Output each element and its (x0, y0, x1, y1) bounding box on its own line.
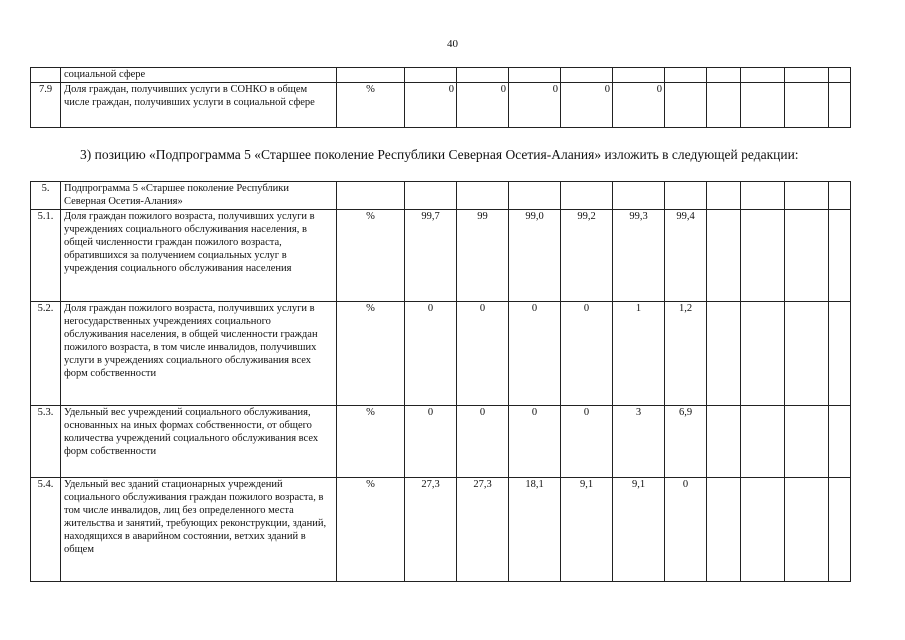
row-number: 5. (31, 182, 61, 210)
value-cell: 0 (509, 83, 561, 128)
value-cell: 1 (613, 302, 665, 406)
table-row (31, 210, 851, 302)
value-cell: 99 (457, 210, 509, 302)
value-cell: 0 (405, 302, 457, 406)
value-cell (741, 406, 785, 478)
value-cell (405, 68, 457, 83)
unit-cell (337, 68, 405, 83)
value-cell: 0 (509, 406, 561, 478)
value-cell (707, 210, 741, 302)
value-cell (785, 68, 829, 83)
value-cell (405, 182, 457, 210)
indicators-table-part1 (30, 67, 851, 128)
value-cell (707, 83, 741, 128)
row-number (31, 68, 61, 83)
value-cell (829, 68, 851, 83)
value-cell (785, 302, 829, 406)
table-row (31, 302, 851, 406)
value-cell: 9,1 (561, 478, 613, 582)
indicator-name: Удельный вес зданий стационарных учреждений социального обслуживания граждан пожилого возраста, в том числе инвалидов, лиц без определенного места жительства и занятий, требующих реконструкции, зданий, находящихся в аварийном состоянии, ветхих зданий в общем (61, 478, 337, 582)
value-cell (613, 68, 665, 83)
indicator-name: Удельный вес учреждений социального обслуживания, основанных на иных формах собственности, от общего количества учреждений социального обслуживания всех форм собственности (61, 406, 337, 478)
value-cell: 0 (405, 406, 457, 478)
value-cell (785, 478, 829, 582)
value-cell: 0 (457, 83, 509, 128)
value-cell: 99,0 (509, 210, 561, 302)
indicators-table-subprogram5 (30, 181, 851, 582)
value-cell (665, 83, 707, 128)
value-cell: 99,2 (561, 210, 613, 302)
value-cell: 27,3 (405, 478, 457, 582)
value-cell (785, 83, 829, 128)
table-row (31, 406, 851, 478)
value-cell: 0 (561, 302, 613, 406)
value-cell: 27,3 (457, 478, 509, 582)
value-cell (665, 182, 707, 210)
value-cell: 0 (405, 83, 457, 128)
value-cell: 0 (613, 83, 665, 128)
value-cell (741, 182, 785, 210)
row-number: 5.3. (31, 406, 61, 478)
value-cell (707, 406, 741, 478)
value-cell (741, 210, 785, 302)
value-cell (741, 68, 785, 83)
unit-cell: % (337, 83, 405, 128)
value-cell: 18,1 (509, 478, 561, 582)
value-cell (785, 182, 829, 210)
indicator-name: Доля граждан, получивших услуги в СОНКО в общем числе граждан, получивших услуги в социальной сфере (61, 83, 337, 128)
table-row (31, 182, 851, 210)
value-cell (829, 83, 851, 128)
value-cell: 0 (509, 302, 561, 406)
page-number: 40 (447, 38, 458, 50)
value-cell: 99,4 (665, 210, 707, 302)
value-cell (741, 83, 785, 128)
value-cell (785, 406, 829, 478)
indicator-name: Доля граждан пожилого возраста, получивших услуги в негосударственных учреждениях социального обслуживания населения, в общей численности граждан пожилого возраста, в том числе инвалидов, получивших услуги в учреждениях социального обслуживания всех форм собственности (61, 302, 337, 406)
value-cell: 0 (457, 302, 509, 406)
value-cell (829, 302, 851, 406)
value-cell (707, 302, 741, 406)
row-number: 5.2. (31, 302, 61, 406)
value-cell (829, 182, 851, 210)
unit-cell: % (337, 210, 405, 302)
value-cell (509, 182, 561, 210)
row-number: 5.4. (31, 478, 61, 582)
value-cell: 99,3 (613, 210, 665, 302)
value-cell (457, 68, 509, 83)
value-cell: 0 (665, 478, 707, 582)
value-cell (561, 68, 613, 83)
table-row (31, 83, 851, 128)
value-cell (613, 182, 665, 210)
value-cell (707, 68, 741, 83)
value-cell (829, 478, 851, 582)
value-cell (829, 406, 851, 478)
table-row (31, 68, 851, 83)
value-cell: 6,9 (665, 406, 707, 478)
value-cell: 0 (457, 406, 509, 478)
unit-cell: % (337, 478, 405, 582)
value-cell: 99,7 (405, 210, 457, 302)
value-cell (741, 302, 785, 406)
indicator-name: социальной сфере (61, 68, 337, 83)
section-heading: 3) позицию «Подпрограмма 5 «Старшее поколение Республики Северная Осетия-Алания» изложить в следующей редакции: (80, 147, 799, 162)
row-number: 5.1. (31, 210, 61, 302)
value-cell (741, 478, 785, 582)
value-cell: 3 (613, 406, 665, 478)
indicator-name: Доля граждан пожилого возраста, получивших услуги в учреждениях социального обслуживания населения, в общей численности граждан пожилого возраста, обратившихся за получением социальных услуг в учреждения социального обслуживания населения (61, 210, 337, 302)
table-row (31, 478, 851, 582)
value-cell (509, 68, 561, 83)
unit-cell: % (337, 302, 405, 406)
unit-cell: % (337, 406, 405, 478)
unit-cell (337, 182, 405, 210)
value-cell: 1,2 (665, 302, 707, 406)
value-cell (785, 210, 829, 302)
value-cell (829, 210, 851, 302)
value-cell (707, 478, 741, 582)
value-cell (665, 68, 707, 83)
value-cell (457, 182, 509, 210)
value-cell: 0 (561, 406, 613, 478)
value-cell: 9,1 (613, 478, 665, 582)
row-number: 7.9 (31, 83, 61, 128)
indicator-name: Подпрограмма 5 «Старшее поколение Республики Северная Осетия-Алания» (61, 182, 337, 210)
value-cell: 0 (561, 83, 613, 128)
value-cell (707, 182, 741, 210)
value-cell (561, 182, 613, 210)
